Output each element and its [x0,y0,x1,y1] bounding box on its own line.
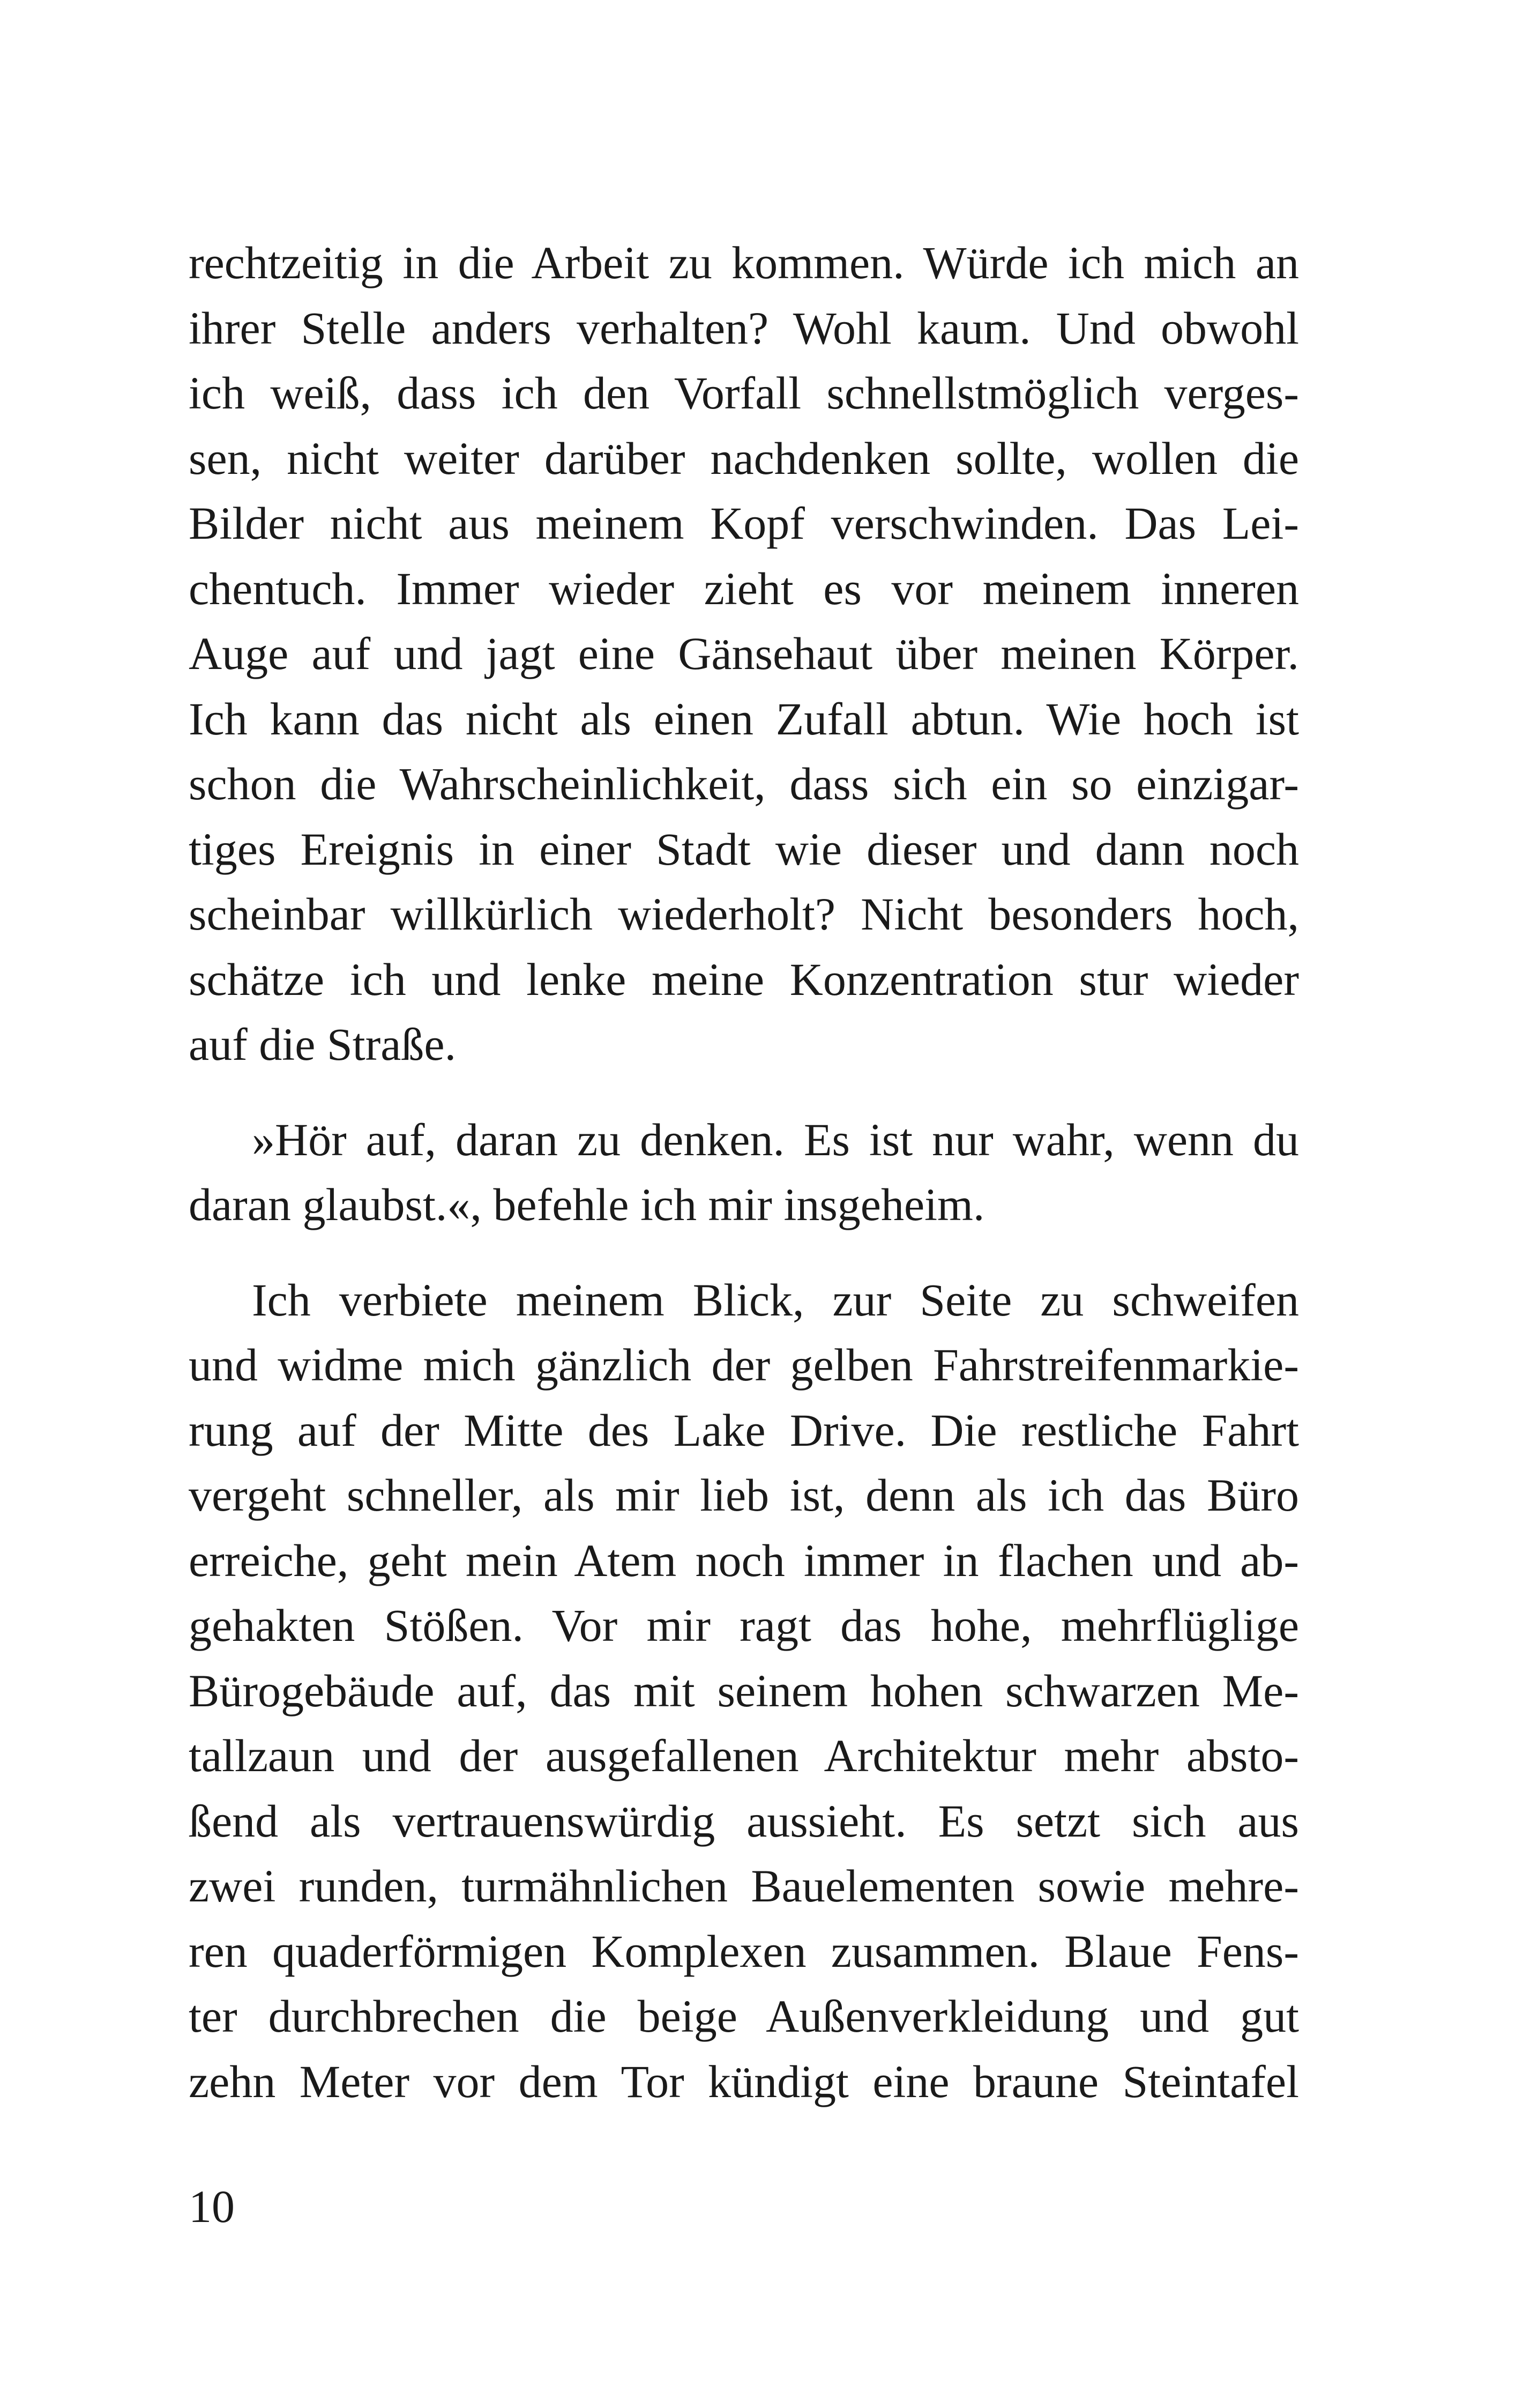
paragraph-spacer [189,1238,1299,1268]
paragraph-3 [189,1268,1299,2115]
text-line: ich weiß, dass ich den Vorfall schnellstmöglich verges- [189,367,1299,419]
paragraph-spacer [189,1077,1299,1108]
text-line: ren quaderförmigen Komplexen zusammen. Blaue Fens- [189,1925,1299,1977]
body-text [189,231,1299,2114]
text-line: vergeht schneller, als mir lieb ist, denn als ich das Büro [189,1469,1299,1521]
text-line: und widme mich gänzlich der gelben Fahrstreifenmarkie- [189,1339,1299,1391]
text-line: schätze ich und lenke meine Konzentration stur wieder [189,953,1299,1005]
text-line: chentuch. Immer wieder zieht es vor meinem inneren [189,562,1299,614]
text-line: rechtzeitig in die Arbeit zu kommen. Würde ich mich an [189,237,1299,288]
text-line: Bilder nicht aus meinem Kopf verschwinden. Das Lei- [189,497,1299,549]
text-line: Bürogebäude auf, das mit seinem hohen schwarzen Me- [189,1664,1299,1716]
text-line: gehakten Stößen. Vor mir ragt das hohe, mehrflüglige [189,1600,1299,1651]
text-line: ter durchbrechen die beige Außenverkleidung und gut [189,1990,1299,2042]
text-line: erreiche, geht mein Atem noch immer in flachen und ab- [189,1534,1299,1586]
text-line: Ich verbiete meinem Blick, zur Seite zu schweifen [252,1274,1299,1326]
text-line: ßend als vertrauenswürdig aussieht. Es setzt sich aus [189,1795,1299,1847]
text-line: tiges Ereignis in einer Stadt wie dieser und dann noch [189,823,1299,875]
text-line: »Hör auf, daran zu denken. Es ist nur wahr, wenn du [252,1113,1299,1165]
text-line: Auge auf und jagt eine Gänsehaut über meinen Körper. [189,628,1299,679]
text-line: schon die Wahrscheinlichkeit, dass sich ein so einzigar- [189,758,1299,809]
text-line: ihrer Stelle anders verhalten? Wohl kaum. Und obwohl [189,302,1299,354]
paragraph-2 [189,1108,1299,1238]
text-line: scheinbar willkürlich wiederholt? Nicht besonders hoch, [189,888,1299,940]
text-line: auf die Straße. [189,1019,457,1070]
paragraph-1 [189,231,1299,1077]
text-line: sen, nicht weiter darüber nachdenken sollte, wollen die [189,432,1299,484]
page-number: 10 [189,2181,235,2232]
text-line: daran glaubst.«, befehle ich mir insgeheim. [189,1179,985,1230]
text-line: tallzaun und der ausgefallenen Architektur mehr absto- [189,1730,1299,1781]
text-line: zehn Meter vor dem Tor kündigt eine braune Steintafel [189,2055,1299,2107]
text-line: zwei runden, turmähnlichen Bauelementen sowie mehre- [189,1860,1299,1912]
text-line: rung auf der Mitte des Lake Drive. Die restliche Fahrt [189,1404,1299,1456]
text-line: Ich kann das nicht als einen Zufall abtun. Wie hoch ist [189,693,1299,745]
